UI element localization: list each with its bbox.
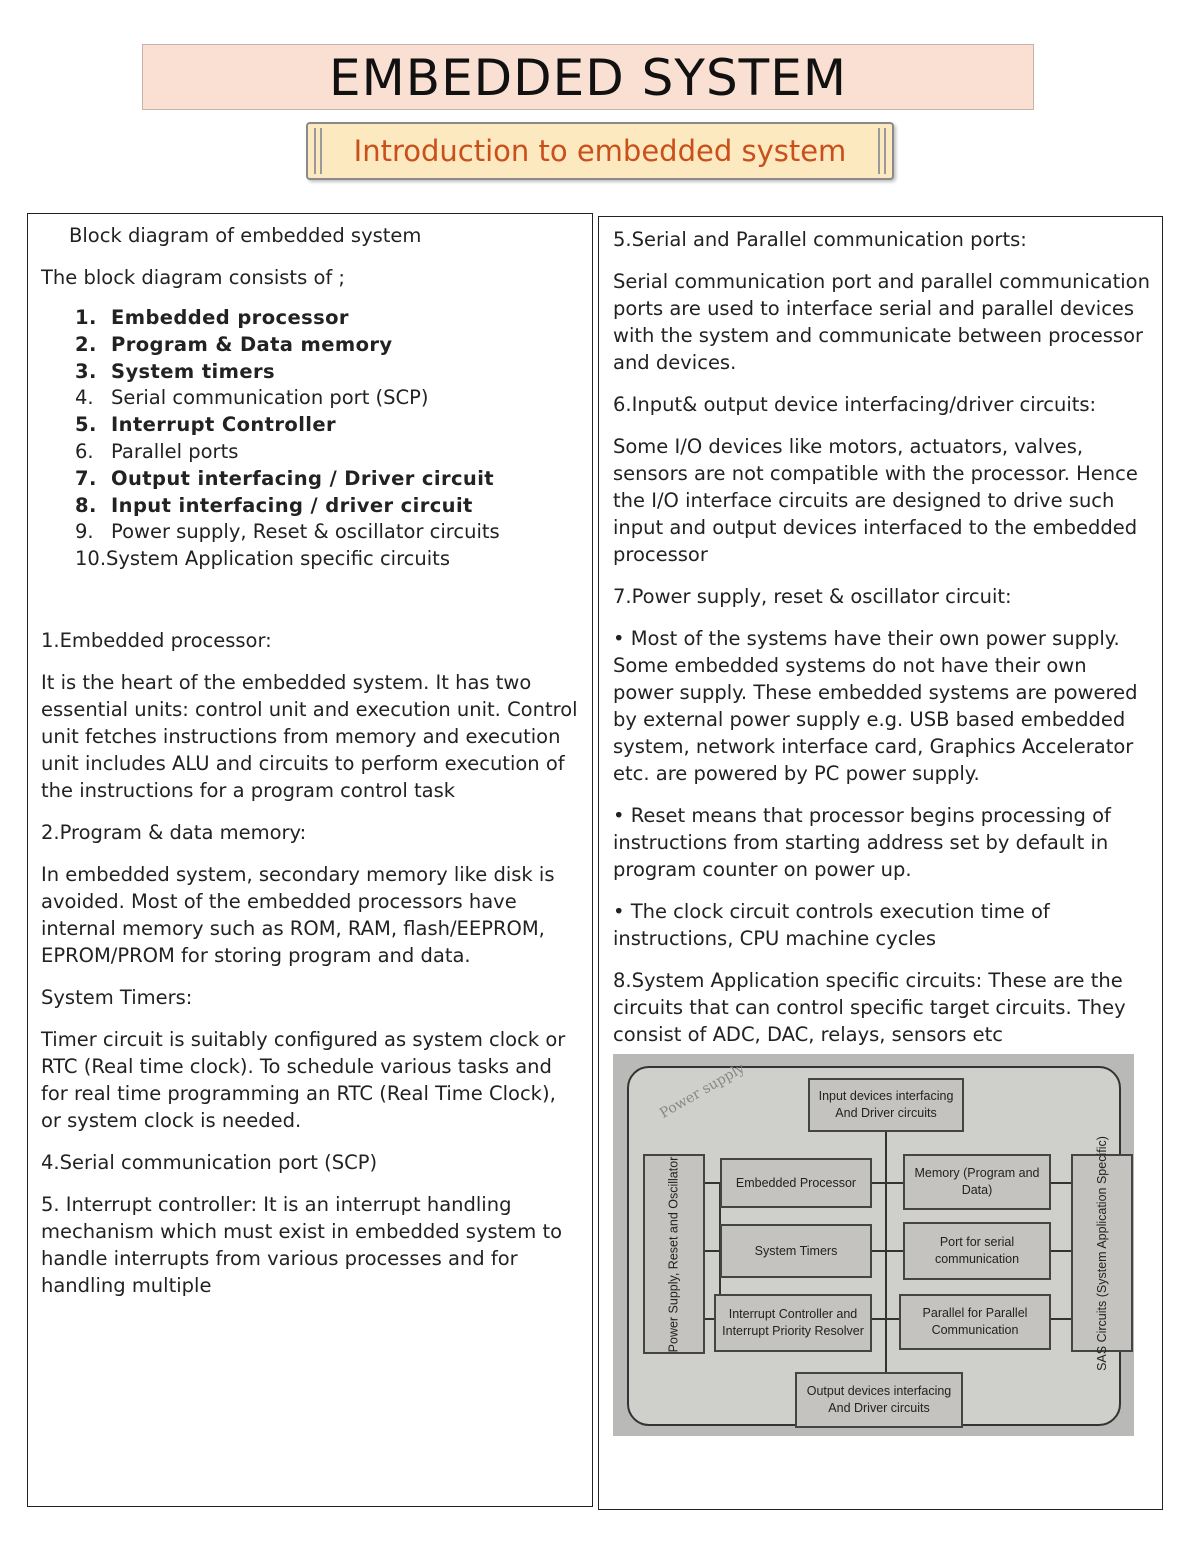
section-title: 5.Serial and Parallel communication ports: (613, 228, 1027, 251)
section-body: 5. Interrupt controller: It is an interrupt handling mechanism which must exist in embedded system to handle interrupts from various processes and for handling multiple (41, 1192, 563, 1297)
list-item: 8. Input interfacing / driver circuit (75, 493, 473, 517)
section-body: In embedded system, secondary memory like disk is avoided. Most of the embedded processors have internal memory such as ROM, RAM, flash/EEPROM, EPROM/PROM for storing program and data. (41, 862, 555, 967)
list-item: 7. Output interfacing / Driver circuit (75, 466, 495, 490)
section-title: 6.Input& output device interfacing/driver circuits: (613, 393, 1097, 416)
list-item: 1. Embedded processor (75, 306, 349, 329)
section-body: Serial communication port and parallel communication ports are used to interface serial and parallel devices with the system and communicate between processor and devices. (613, 270, 1150, 374)
section-body: It is the heart of the embedded system. It has two essential units: control unit and execution unit. Control unit fetches instructions from memory and execution unit includes ALU and circuits to perform execution of the instructions for a program control task (41, 670, 578, 802)
diagram-memory-box: Memory (Program and Data) (903, 1154, 1051, 1210)
diagram-interrupt-box: Interrupt Controller and Interrupt Priority Resolver (714, 1294, 872, 1352)
diagram-power-box: Power Supply, Reset and Oscillator (643, 1154, 705, 1354)
diagram-sas-box: SAS Circuits (System Application Specific) (1071, 1154, 1133, 1352)
block-list (75, 305, 580, 573)
list-item: 6. Parallel ports (75, 439, 239, 463)
diagram-parallel-box: Parallel for Parallel Communication (899, 1294, 1051, 1350)
bullet-power: • Most of the systems have their own power supply. Some embedded systems do not have their own power supply. These embedded systems are powered by external power supply e.g. USB based embedded system, network interface card, Graphics Accelerator etc. are powered by PC power supply. (613, 627, 1138, 785)
section-body: Timer circuit is suitably configured as system clock or RTC (Real time clock). To schedule various tasks and for real time programming an RTC (Real Time Clock), or system clock is needed. (41, 1027, 566, 1132)
list-item: 2. Program & Data memory (75, 332, 393, 356)
right-column (598, 216, 1163, 1510)
diagram-embedded-box: Embedded Processor (720, 1158, 872, 1208)
diagram-input-box: Input devices interfacing And Driver circuits (808, 1078, 964, 1132)
list-item: 9. Power supply, Reset & oscillator circuits (75, 520, 500, 544)
list-item: 3. System timers (75, 359, 275, 383)
block-intro: The block diagram consists of ; (41, 266, 346, 289)
bullet-clock: • The clock circuit controls execution time of instructions, CPU machine cycles (613, 900, 1050, 950)
diagram-output-box: Output devices interfacing And Driver circuits (795, 1372, 963, 1428)
bullet-reset: • Reset means that processor begins processing of instructions from starting address set by default in program counter on power up. (613, 804, 1111, 881)
subtitle-banner: Introduction to embedded system (306, 122, 894, 180)
list-item: 4. Serial communication port (SCP) (75, 386, 429, 410)
left-column (27, 213, 593, 1507)
diagram-serial-box: Port for serial communication (903, 1222, 1051, 1280)
handwritten-scribble: Power supply (657, 1060, 748, 1122)
block-diagram-heading: Block diagram of embedded system (69, 224, 422, 247)
list-item: 5. Interrupt Controller (75, 413, 337, 437)
list-item: 10.System Application specific circuits (75, 547, 450, 571)
section-title: 7.Power supply, reset & oscillator circuit: (613, 585, 1012, 608)
section-title: 2.Program & data memory: (41, 820, 307, 844)
block-diagram-image (613, 1054, 1134, 1436)
section-title: 4.Serial communication port (SCP) (41, 1150, 378, 1174)
section-title: System Timers: (41, 985, 193, 1009)
section-body: Some I/O devices like motors, actuators, valves, sensors are not compatible with the processor. Hence the I/O interface circuits are designed to drive such input and output devices interfaced to the embedded processor (613, 435, 1138, 566)
section-title: 1.Embedded processor: (41, 628, 272, 652)
section-body: 8.System Application specific circuits: These are the circuits that can control specific target circuits. They consist of ADC, DAC, relays, sensors etc (613, 969, 1126, 1046)
diagram-timers-box: System Timers (720, 1224, 872, 1278)
page-title: EMBEDDED SYSTEM (142, 44, 1034, 110)
